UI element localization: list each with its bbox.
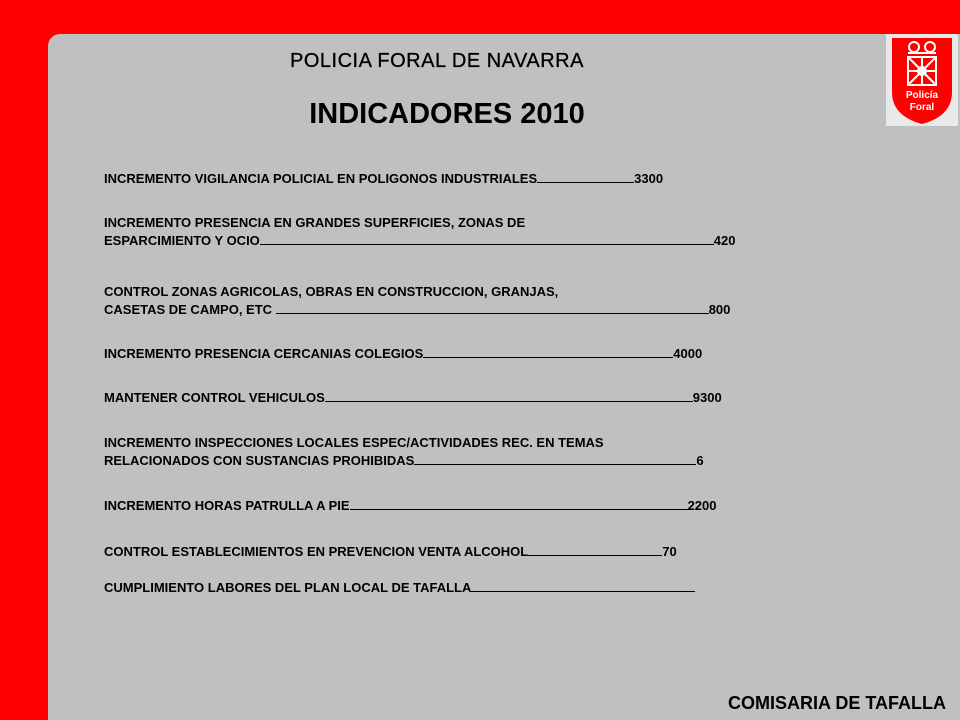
indicator-value: 70 (662, 544, 677, 559)
indicator-item (104, 434, 704, 470)
logo-text-line2: Foral (909, 102, 935, 113)
indicator-item (104, 283, 730, 319)
policia-foral-shield-icon (886, 34, 958, 126)
indicator-value: 2200 (687, 498, 717, 513)
indicator-item (104, 214, 736, 250)
indicator-label: MANTENER CONTROL VEHICULOS (104, 390, 325, 405)
indicator-label: INCREMENTO INSPECCIONES LOCALES ESPEC/ACTIVIDADES REC. EN TEMAS (104, 435, 604, 450)
indicator-item (104, 543, 677, 561)
indicator-underline (528, 543, 662, 556)
indicator-label: INCREMENTO PRESENCIA CERCANIAS COLEGIOS (104, 346, 424, 361)
footer-station-name: COMISARIA DE TAFALLA (728, 693, 946, 713)
indicator-label: RELACIONADOS CON SUSTANCIAS PROHIBIDAS (104, 453, 415, 468)
indicator-label: INCREMENTO PRESENCIA EN GRANDES SUPERFICIES, ZONAS DE (104, 215, 526, 230)
policia-foral-logo (886, 34, 958, 126)
indicator-underline (423, 345, 673, 358)
indicator-label: CONTROL ZONAS AGRICOLAS, OBRAS EN CONSTRUCCION, GRANJAS, (104, 284, 559, 299)
indicator-label: CONTROL ESTABLECIMIENTOS EN PREVENCION VENTA ALCOHOL (104, 544, 529, 559)
indicator-underline (276, 301, 709, 314)
indicator-underline (414, 452, 696, 465)
indicator-value: 800 (708, 302, 731, 317)
indicator-label: ESPARCIMIENTO Y OCIO (104, 233, 260, 248)
logo-text-line1: Policía (905, 90, 939, 101)
indicator-value: 4000 (673, 346, 703, 361)
indicator-underline (471, 579, 695, 592)
indicator-value: 420 (713, 233, 736, 248)
page-title: INDICADORES 2010 (309, 98, 585, 130)
indicator-item (104, 389, 722, 407)
indicator-item (104, 345, 702, 363)
indicator-underline (350, 497, 688, 510)
indicator-underline (325, 389, 693, 402)
indicator-value: 6 (696, 453, 704, 468)
indicator-value: 9300 (692, 390, 722, 405)
indicator-label: INCREMENTO VIGILANCIA POLICIAL EN POLIGONOS INDUSTRIALES (104, 171, 538, 186)
content-panel (48, 34, 960, 720)
organization-title: POLICIA FORAL DE NAVARRA (290, 50, 584, 72)
indicator-value: 3300 (634, 171, 664, 186)
indicator-label: INCREMENTO HORAS PATRULLA A PIE (104, 498, 350, 513)
indicator-underline (260, 232, 714, 245)
indicator-underline (537, 170, 634, 183)
indicator-item (104, 497, 716, 515)
indicator-label: CASETAS DE CAMPO, ETC (104, 302, 273, 317)
indicator-item (104, 579, 695, 597)
indicator-item (104, 170, 663, 188)
indicator-label: CUMPLIMIENTO LABORES DEL PLAN LOCAL DE TAFALLA (104, 580, 472, 595)
